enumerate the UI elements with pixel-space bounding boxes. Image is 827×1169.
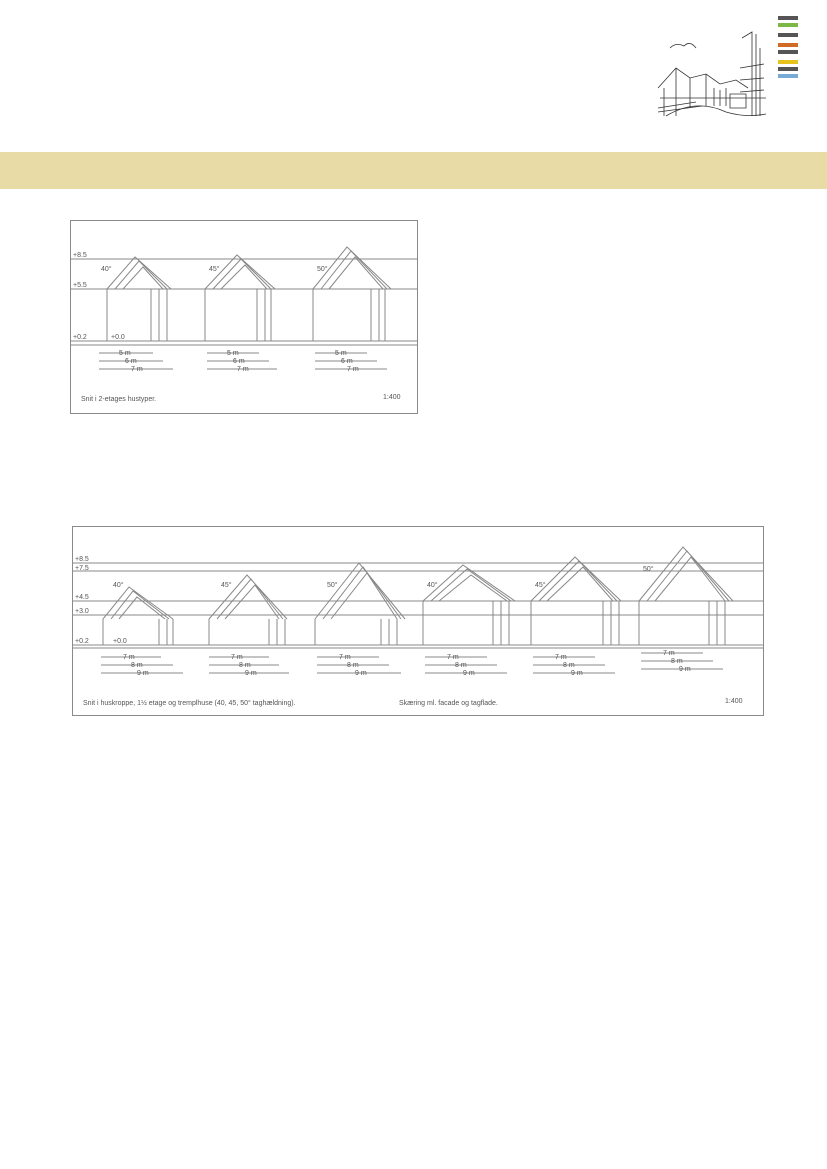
width-label: 5 m <box>335 350 347 357</box>
level-label: +8.5 <box>75 556 89 563</box>
width-label: 7 m <box>237 366 249 373</box>
legend-bar <box>778 23 798 27</box>
width-label: 9 m <box>571 670 583 677</box>
width-label: 8 m <box>131 662 143 669</box>
width-label: 8 m <box>347 662 359 669</box>
figure-scale: 1:400 <box>383 394 401 401</box>
level-label: +0.0 <box>113 638 127 645</box>
roof-angle-label: 40° <box>427 582 438 589</box>
roof-angle-label: 50° <box>317 266 328 273</box>
level-label: +0.0 <box>111 334 125 341</box>
width-label: 7 m <box>555 654 567 661</box>
level-label: +8.5 <box>73 252 87 259</box>
width-label: 9 m <box>463 670 475 677</box>
figure-caption: Snit i huskroppe, 1½ etage og tremplhuse (40, 45, 50° taghældning). <box>83 700 296 707</box>
figure-2-storey-sections <box>70 220 418 414</box>
level-label: +0.2 <box>73 334 87 341</box>
figure-scale: 1:400 <box>725 698 743 705</box>
roof-angle-label: 45° <box>221 582 232 589</box>
level-label: +0.2 <box>75 638 89 645</box>
width-label: 9 m <box>245 670 257 677</box>
width-label: 5 m <box>227 350 239 357</box>
level-label: +7.5 <box>75 565 89 572</box>
width-label: 8 m <box>563 662 575 669</box>
level-label: +3.0 <box>75 608 89 615</box>
width-label: 7 m <box>231 654 243 661</box>
figure-caption: Snit i 2-etages hustyper. <box>81 396 157 403</box>
width-label: 7 m <box>663 650 675 657</box>
width-label: 6 m <box>341 358 353 365</box>
width-label: 9 m <box>137 670 149 677</box>
width-label: 9 m <box>679 666 691 673</box>
width-label: 8 m <box>455 662 467 669</box>
width-label: 7 m <box>131 366 143 373</box>
width-label: 8 m <box>239 662 251 669</box>
figure-note: Skæring ml. facade og tagflade. <box>399 700 498 707</box>
roof-angle-label: 50° <box>327 582 338 589</box>
width-label: 6 m <box>125 358 137 365</box>
legend-bar <box>778 67 798 71</box>
roof-angle-label: 50° <box>643 566 654 573</box>
level-label: +4.5 <box>75 594 89 601</box>
width-label: 7 m <box>447 654 459 661</box>
width-label: 8 m <box>671 658 683 665</box>
width-label: 9 m <box>355 670 367 677</box>
legend-bar <box>778 43 798 47</box>
legend-bar <box>778 50 798 54</box>
roof-angle-label: 40° <box>113 582 124 589</box>
width-label: 7 m <box>123 654 135 661</box>
width-label: 6 m <box>233 358 245 365</box>
roof-angle-label: 45° <box>209 266 220 273</box>
street-sketch-image <box>656 28 768 120</box>
legend-bar <box>778 74 798 78</box>
color-legend-bars <box>778 16 798 81</box>
level-label: +5.5 <box>73 282 87 289</box>
roof-angle-label: 45° <box>535 582 546 589</box>
figure-1-5-storey-sections <box>72 526 764 716</box>
header-band <box>0 152 827 189</box>
width-label: 5 m <box>119 350 131 357</box>
width-label: 7 m <box>347 366 359 373</box>
roof-angle-label: 40° <box>101 266 112 273</box>
legend-bar <box>778 16 798 20</box>
legend-bar <box>778 60 798 64</box>
legend-bar <box>778 33 798 37</box>
width-label: 7 m <box>339 654 351 661</box>
